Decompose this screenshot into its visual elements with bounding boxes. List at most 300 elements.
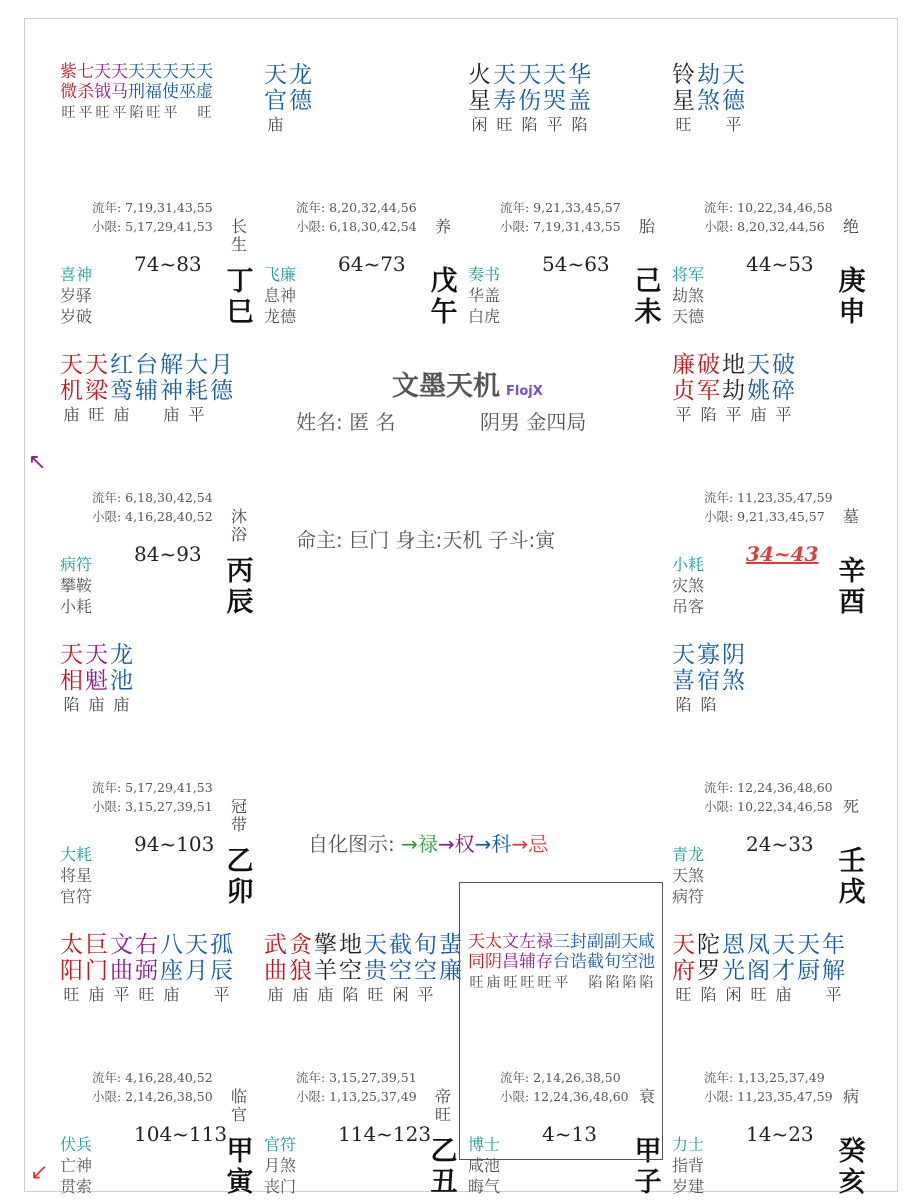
star-brightness: 旺 <box>88 405 105 424</box>
star <box>160 352 183 426</box>
star <box>210 352 233 426</box>
decade-range: 104~113 <box>134 1122 228 1146</box>
god-1: 喜神 <box>60 265 93 284</box>
decade-range: 74~83 <box>134 252 202 276</box>
star-name: 巨 门 <box>85 932 108 984</box>
star-name: 破 碎 <box>772 352 795 404</box>
star-name: 大 耗 <box>185 352 208 404</box>
palace-wu[interactable] <box>230 18 458 328</box>
star-name: 贪 狼 <box>289 932 312 984</box>
star-name: 天 姚 <box>747 352 770 404</box>
star-name: 地 空 <box>339 932 362 984</box>
god-2: 天煞 <box>672 866 705 885</box>
star-brightness: 平 <box>163 105 178 121</box>
god-3: 丧门 <box>264 1177 297 1196</box>
god-2: 息神 <box>264 286 297 305</box>
star-list <box>264 62 314 136</box>
arrow-down-left-icon: ↙ <box>30 1160 49 1185</box>
flow-years <box>704 198 833 236</box>
star-name: 擎 羊 <box>314 932 337 984</box>
god-list <box>468 264 500 327</box>
decade-range: 44~53 <box>746 252 814 276</box>
god-1: 飞廉 <box>264 265 297 284</box>
god-2: 岁驿 <box>60 286 93 305</box>
star-name: 地 劫 <box>722 352 745 404</box>
star-name: 文 曲 <box>110 932 133 984</box>
star <box>747 352 770 426</box>
legend-prefix: 自化图示: <box>308 832 402 856</box>
star <box>196 62 213 124</box>
star <box>772 352 795 426</box>
god-1: 力士 <box>672 1135 705 1154</box>
life-stage: 墓 <box>843 507 860 526</box>
star-list <box>60 642 135 716</box>
star-name: 劫 煞 <box>697 62 720 114</box>
star <box>264 932 287 1006</box>
god-3: 白虎 <box>468 307 501 326</box>
star-name: 廉 贞 <box>672 352 695 404</box>
god-2: 咸池 <box>468 1156 501 1175</box>
god-1: 伏兵 <box>60 1135 93 1154</box>
star-brightness: 陷 <box>588 975 603 991</box>
star-brightness: 旺 <box>197 105 212 121</box>
star-brightness: 平 <box>213 985 230 1004</box>
selected-palace-box[interactable] <box>459 882 663 1160</box>
star-brightness: 陷 <box>605 975 620 991</box>
god-3: 晦气 <box>468 1177 501 1196</box>
star <box>364 932 387 1006</box>
star-name: 副 旬 <box>604 932 621 972</box>
legend-ji: →忌 <box>511 832 549 856</box>
star <box>543 62 566 136</box>
star-name: 天 府 <box>672 932 695 984</box>
star-name: 天 魁 <box>85 642 108 694</box>
xiaoxian-line: 小限: 12,24,36,48,60 <box>500 1089 629 1104</box>
star-brightness: 平 <box>188 405 205 424</box>
star-brightness: 庙 <box>163 405 180 424</box>
star-list <box>672 642 747 716</box>
star <box>697 932 720 1006</box>
star <box>128 62 145 124</box>
star-brightness: 旺 <box>146 105 161 121</box>
god-list <box>264 1134 296 1197</box>
star-name: 年 解 <box>822 932 845 984</box>
star <box>518 62 541 136</box>
star <box>314 932 337 1006</box>
star-name: 天 刑 <box>128 62 145 102</box>
star-name: 副 截 <box>587 932 604 972</box>
star-brightness: 闲 <box>392 985 409 1004</box>
palace-chen[interactable] <box>26 308 254 618</box>
star-name: 解 神 <box>160 352 183 404</box>
palace-shen[interactable] <box>638 18 866 328</box>
star <box>110 932 133 1006</box>
star-brightness: 平 <box>554 975 569 991</box>
palace-yin[interactable] <box>26 888 254 1198</box>
xiaoxian-line: 小限: 4,16,28,40,52 <box>92 509 213 524</box>
star-brightness: 庙 <box>267 985 284 1004</box>
palace-mao[interactable] <box>26 598 254 908</box>
life-stage: 冠 带 <box>231 797 248 834</box>
star-brightness: 庙 <box>88 985 105 1004</box>
star <box>185 352 208 426</box>
star-brightness: 陷 <box>622 975 637 991</box>
god-3: 天德 <box>672 307 705 326</box>
god-list <box>60 1134 92 1197</box>
star-brightness: 闲 <box>725 985 742 1004</box>
star-brightness: 旺 <box>63 985 80 1004</box>
liunian-line: 流年: 3,15,27,39,51 <box>296 1070 417 1085</box>
star <box>135 932 158 1006</box>
god-2: 华盖 <box>468 286 501 305</box>
xiaoxian-line: 小限: 1,13,25,37,49 <box>296 1089 417 1104</box>
god-3: 病符 <box>672 887 705 906</box>
ganzhi-label: 壬 戌 <box>838 846 866 908</box>
star-name: 天 官 <box>264 62 287 114</box>
god-3: 龙德 <box>264 307 297 326</box>
xiaoxian-line: 小限: 8,20,32,44,56 <box>704 219 825 234</box>
star-name: 天 马 <box>111 62 128 102</box>
ganzhi-label: 甲 寅 <box>226 1136 254 1198</box>
palace-you[interactable] <box>638 308 866 618</box>
decade-range: 114~123 <box>338 1122 432 1146</box>
star-name: 天 才 <box>772 932 795 984</box>
god-3: 官符 <box>60 887 93 906</box>
star-name: 文 昌 <box>502 932 519 972</box>
ganzhi-label: 甲 子 <box>634 1136 662 1198</box>
god-3: 小耗 <box>60 597 93 616</box>
god-1: 奏书 <box>468 265 501 284</box>
star-brightness: 庙 <box>486 975 501 991</box>
gender-line: 阴男 金四局 <box>480 410 587 434</box>
god-list <box>672 1134 704 1197</box>
god-2: 月煞 <box>264 1156 297 1175</box>
star <box>289 62 312 136</box>
flow-years <box>296 1068 417 1106</box>
star-brightness: 旺 <box>138 985 155 1004</box>
god-2: 攀鞍 <box>60 576 93 595</box>
star <box>185 932 208 1006</box>
god-2: 将星 <box>60 866 93 885</box>
life-stage: 临 官 <box>231 1087 248 1124</box>
star <box>722 352 745 426</box>
star <box>722 62 745 136</box>
xiaoxian-line: 小限: 2,14,26,38,50 <box>92 1089 213 1104</box>
god-3: 吊客 <box>672 597 705 616</box>
star <box>145 62 162 124</box>
star-brightness: 庙 <box>775 985 792 1004</box>
star-brightness: 庙 <box>750 405 767 424</box>
ganzhi-label: 丙 辰 <box>226 556 254 618</box>
decade-range: 84~93 <box>134 542 202 566</box>
star <box>468 62 491 136</box>
star-name: 天 虚 <box>196 62 213 102</box>
liunian-line: 流年: 9,21,33,45,57 <box>500 200 621 215</box>
palace-hai[interactable] <box>638 888 866 1198</box>
brand-label: FlojX <box>506 384 543 399</box>
star-name: 龙 池 <box>110 642 133 694</box>
flow-years <box>296 198 417 236</box>
star-name: 截 空 <box>389 932 412 984</box>
star <box>60 932 83 1006</box>
star-brightness: 旺 <box>675 985 692 1004</box>
star-list <box>60 62 213 124</box>
god-1: 病符 <box>60 555 93 574</box>
star-brightness: 平 <box>417 985 434 1004</box>
palace-xu[interactable] <box>638 598 866 908</box>
star <box>672 62 695 136</box>
life-stage: 帝 旺 <box>435 1087 452 1124</box>
star <box>162 62 179 124</box>
star-name: 天 机 <box>60 352 83 404</box>
star-name: 铃 星 <box>672 62 695 114</box>
liunian-line: 流年: 2,14,26,38,50 <box>500 1070 621 1085</box>
liunian-line: 流年: 7,19,31,43,55 <box>92 200 213 215</box>
xiaoxian-line: 小限: 5,17,29,41,53 <box>92 219 213 234</box>
star-brightness: 平 <box>112 105 127 121</box>
star-brightness: 旺 <box>750 985 767 1004</box>
star-brightness: 平 <box>725 405 742 424</box>
god-2: 指背 <box>672 1156 705 1175</box>
flow-years <box>92 1068 213 1106</box>
star <box>264 62 287 136</box>
star-name: 阴 煞 <box>722 642 745 694</box>
flow-years <box>92 778 213 816</box>
star-brightness: 陷 <box>700 695 717 714</box>
liunian-line: 流年: 6,18,30,42,54 <box>92 490 213 505</box>
god-2: 劫煞 <box>672 286 705 305</box>
star-name: 火 星 <box>468 62 491 114</box>
star <box>179 62 196 124</box>
star-name: 武 曲 <box>264 932 287 984</box>
star-brightness: 陷 <box>700 985 717 1004</box>
star <box>60 352 83 426</box>
star-brightness: 陷 <box>521 115 538 134</box>
star-name: 天 梁 <box>85 352 108 404</box>
ganzhi-label: 丁 巳 <box>226 266 254 328</box>
star <box>747 932 770 1006</box>
star-brightness: 陷 <box>700 405 717 424</box>
star-name: 七 杀 <box>77 62 94 102</box>
decade-range: 54~63 <box>542 252 610 276</box>
star-list <box>60 352 235 426</box>
arrow-up-left-icon: ↖ <box>28 450 47 475</box>
legend <box>308 828 548 857</box>
star-brightness: 旺 <box>496 115 513 134</box>
liunian-line: 流年: 12,24,36,48,60 <box>704 780 833 795</box>
god-1: 青龙 <box>672 845 705 864</box>
ganzhi-label: 癸 亥 <box>838 1136 866 1198</box>
god-2: 亡神 <box>60 1156 93 1175</box>
star-name: 天 相 <box>60 642 83 694</box>
star-brightness: 庙 <box>317 985 334 1004</box>
star <box>797 932 820 1006</box>
star <box>110 642 133 716</box>
star <box>77 62 94 124</box>
star <box>493 62 516 136</box>
star <box>389 932 412 1006</box>
flow-years <box>704 488 833 526</box>
star-brightness: 平 <box>546 115 563 134</box>
star-name: 天 福 <box>145 62 162 102</box>
life-stage: 死 <box>843 797 860 816</box>
star-name: 台 辅 <box>135 352 158 404</box>
star-brightness: 庙 <box>88 695 105 714</box>
flow-years <box>500 198 621 236</box>
star-brightness: 闲 <box>471 115 488 134</box>
star-name: 天 伤 <box>518 62 541 114</box>
palace-wei[interactable] <box>434 18 662 328</box>
star-name: 咸 池 <box>638 932 655 972</box>
xiaoxian-line: 小限: 3,15,27,39,51 <box>92 799 213 814</box>
decade-range: 94~103 <box>134 832 215 856</box>
star-brightness: 旺 <box>95 105 110 121</box>
star-brightness: 陷 <box>342 985 359 1004</box>
star-name: 天 钺 <box>94 62 111 102</box>
star <box>94 62 111 124</box>
star <box>722 932 745 1006</box>
star-brightness: 庙 <box>163 985 180 1004</box>
star-brightness: 陷 <box>675 695 692 714</box>
star <box>85 932 108 1006</box>
life-stage: 养 <box>435 217 452 236</box>
star-name: 蜚 廉 <box>439 932 462 984</box>
liunian-line: 流年: 11,23,35,47,59 <box>704 490 833 505</box>
star <box>772 932 795 1006</box>
star-name: 华 盖 <box>568 62 591 114</box>
star-brightness: 庙 <box>113 695 130 714</box>
life-stage: 绝 <box>843 217 860 236</box>
life-stage: 胎 <box>639 217 656 236</box>
star-name: 天 厨 <box>797 932 820 984</box>
star-list <box>60 932 235 1006</box>
ganzhi-label: 乙 卯 <box>226 846 254 908</box>
liunian-line: 流年: 1,13,25,37,49 <box>704 1070 825 1085</box>
star-brightness: 平 <box>725 115 742 134</box>
decade-range: 14~23 <box>746 1122 814 1146</box>
liunian-line: 流年: 10,22,34,46,58 <box>704 200 833 215</box>
ganzhi-label: 己 未 <box>634 266 662 328</box>
star-brightness: 庙 <box>292 985 309 1004</box>
star <box>85 642 108 716</box>
palace-si[interactable] <box>26 18 254 328</box>
star-name: 恩 光 <box>722 932 745 984</box>
flow-years <box>704 778 833 816</box>
star <box>672 352 695 426</box>
flow-years <box>92 198 213 236</box>
star-name: 右 弼 <box>135 932 158 984</box>
star-brightness: 陷 <box>571 115 588 134</box>
star-name: 太 阳 <box>60 932 83 984</box>
palace-chou[interactable] <box>230 888 462 1198</box>
xiaoxian-line: 小限: 6,18,30,42,54 <box>296 219 417 234</box>
star-name: 寡 宿 <box>697 642 720 694</box>
xiaoxian-line: 小限: 7,19,31,43,55 <box>500 219 621 234</box>
star-name: 三 台 <box>553 932 570 972</box>
master-line: 命主: 巨门 身主:天机 子斗:寅 <box>296 528 556 552</box>
star-name: 陀 罗 <box>697 932 720 984</box>
star-name: 太 阴 <box>485 932 502 972</box>
legend-lu: →禄 <box>401 832 438 856</box>
star-name: 天 寿 <box>493 62 516 114</box>
xiaoxian-line: 小限: 11,23,35,47,59 <box>704 1089 833 1104</box>
star <box>160 932 183 1006</box>
life-stage: 长 生 <box>231 217 248 254</box>
legend-ke: →科 <box>474 832 512 856</box>
star-name: 天 月 <box>185 932 208 984</box>
decade-range: 24~33 <box>746 832 814 856</box>
ganzhi-label: 辛 酉 <box>838 556 866 618</box>
star-name: 天 贵 <box>364 932 387 984</box>
flow-years <box>92 488 213 526</box>
star-brightness: 旺 <box>367 985 384 1004</box>
star-name: 孤 辰 <box>210 932 233 984</box>
star-brightness: 陷 <box>129 105 144 121</box>
name-line: 姓名: 匿 名 <box>296 410 396 434</box>
star <box>339 932 362 1006</box>
star <box>672 932 695 1006</box>
star-brightness: 平 <box>675 405 692 424</box>
decade-range: 64~73 <box>338 252 406 276</box>
god-1: 大耗 <box>60 845 93 864</box>
star-list <box>672 62 747 136</box>
star-name: 天 喜 <box>672 642 695 694</box>
star <box>697 62 720 136</box>
star-name: 天 同 <box>468 932 485 972</box>
star-name: 红 鸾 <box>110 352 133 404</box>
xiaoxian-line: 小限: 10,22,34,46,58 <box>704 799 833 814</box>
star-name: 禄 存 <box>536 932 553 972</box>
life-stage: 病 <box>843 1087 860 1106</box>
god-2: 灾煞 <box>672 576 705 595</box>
star-name: 左 辅 <box>519 932 536 972</box>
star-brightness: 旺 <box>469 975 484 991</box>
decade-range: 4~13 <box>542 1122 597 1146</box>
star-brightness: 旺 <box>61 105 76 121</box>
legend-quan: →权 <box>437 832 475 856</box>
star <box>111 62 128 124</box>
god-3: 岁建 <box>672 1177 705 1196</box>
star-name: 天 巫 <box>179 62 196 102</box>
god-list <box>264 264 296 327</box>
ganzhi-label: 乙 丑 <box>430 1136 458 1198</box>
star <box>85 352 108 426</box>
star-brightness: 陷 <box>63 695 80 714</box>
star <box>135 352 158 426</box>
star-list <box>672 352 797 426</box>
star-name: 天 空 <box>621 932 638 972</box>
star-name: 封 诰 <box>570 932 587 972</box>
star <box>568 62 591 136</box>
star-brightness: 平 <box>78 105 93 121</box>
star-brightness: 平 <box>113 985 130 1004</box>
liunian-line: 流年: 4,16,28,40,52 <box>92 1070 213 1085</box>
star-list <box>468 62 593 136</box>
star <box>60 642 83 716</box>
star-name: 天 使 <box>162 62 179 102</box>
star <box>60 62 77 124</box>
star <box>822 932 845 1006</box>
star <box>110 352 133 426</box>
god-1: 将军 <box>672 265 705 284</box>
star-name: 八 座 <box>160 932 183 984</box>
star-name: 紫 微 <box>60 62 77 102</box>
decade-range: 34~43 <box>746 542 819 566</box>
star <box>697 352 720 426</box>
life-stage: 沐 浴 <box>231 507 248 544</box>
star-name: 旬 空 <box>414 932 437 984</box>
star-name: 月 德 <box>210 352 233 404</box>
